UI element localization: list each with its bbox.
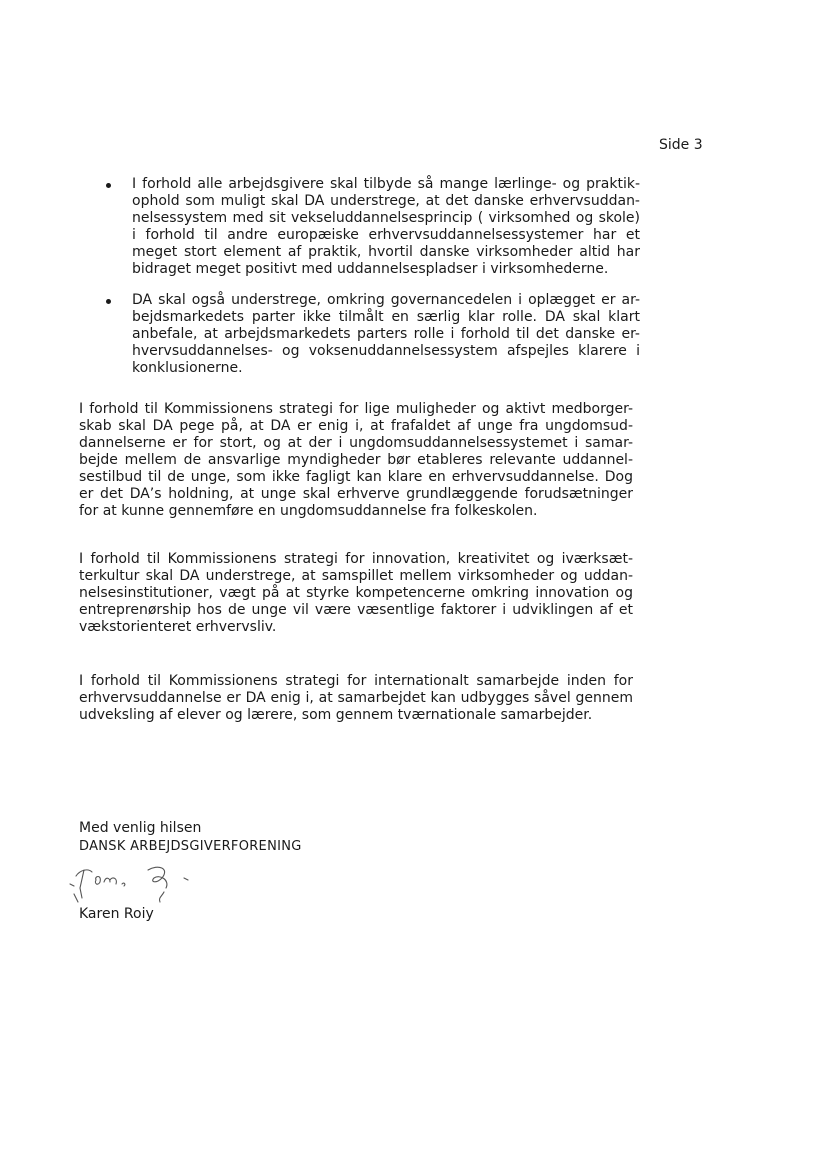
list-item — [100, 292, 640, 377]
paragraph-innovation: I forhold til Kommissionens strategi for innovation, kreativitet og iværksæt-terkultur skal DA understrege, at samspillet mellem virksomheder og uddan-nelsesinstitutioner, vægt på at styrke kompetencerne omkring innovation og entreprenørship hos de unge vil være væsentlige faktorer i udviklingen af et vækstorienteret erhvervsliv. — [79, 551, 633, 635]
paragraph-equal-opportunities: I forhold til Kommissionens strategi for lige muligheder og aktivt medborger-skab skal DA pege på, at DA er enig i, at frafaldet af unge fra ungdomsud-dannelserne er for stort, og at der i ungdomsuddannelsessystemet i samar-bejde mellem de ansvarlige myndigheder bør etableres relevante uddannel-sestilbud til de unge, som ikke fagligt kan klare en erhvervsuddannelse. Dog er det DA’s holdning, at unge skal erhverve grundlæggende forudsætninger for at kunne gennemføre en ungdomsuddannelse fra folkeskolen. — [79, 401, 633, 519]
list-item — [100, 176, 640, 278]
organization-name: DANSK ARBEJDSGIVERFORENING — [79, 839, 302, 854]
bullet-icon — [106, 299, 111, 304]
bullet-list — [100, 176, 640, 391]
closing-greeting: Med venlig hilsen — [79, 820, 202, 836]
bullet-icon — [106, 183, 111, 188]
paragraph-international: I forhold til Kommissionens strategi for internationalt samarbejde inden for erhvervsuddannelse er DA enig i, at samarbejdet kan udbygges såvel gennem udveksling af elever og lærere, som gennem tværnationale samarbejder. — [79, 673, 633, 723]
signer-name: Karen Roiy — [79, 906, 154, 922]
page-number: Side 3 — [659, 137, 703, 153]
bullet-text: I forhold alle arbejdsgivere skal tilbyde så mange lærlinge- og praktik-ophold som muligt skal DA understrege, at det danske erhvervsuddan-nelsessystem med sit vekseluddannelsesprincip ( virksomhed og skole) i forhold til andre europæiske erhvervsuddannelsessystemer har et meget stort element af praktik, hvortil danske virksomheder altid har bidraget meget positivt med uddannelsespladser i virksomhederne. — [132, 176, 640, 277]
bullet-text: DA skal også understrege, omkring governancedelen i oplægget er ar-bejdsmarkedets parter ikke tilmålt en særlig klar rolle. DA skal klart anbefale, at arbejdsmarkedets parters rolle i forhold til det danske er-hvervsuddannelses- og voksenuddannelsessystem afspejles klarere i konklusionerne. — [132, 292, 640, 376]
signature-icon — [66, 858, 216, 908]
